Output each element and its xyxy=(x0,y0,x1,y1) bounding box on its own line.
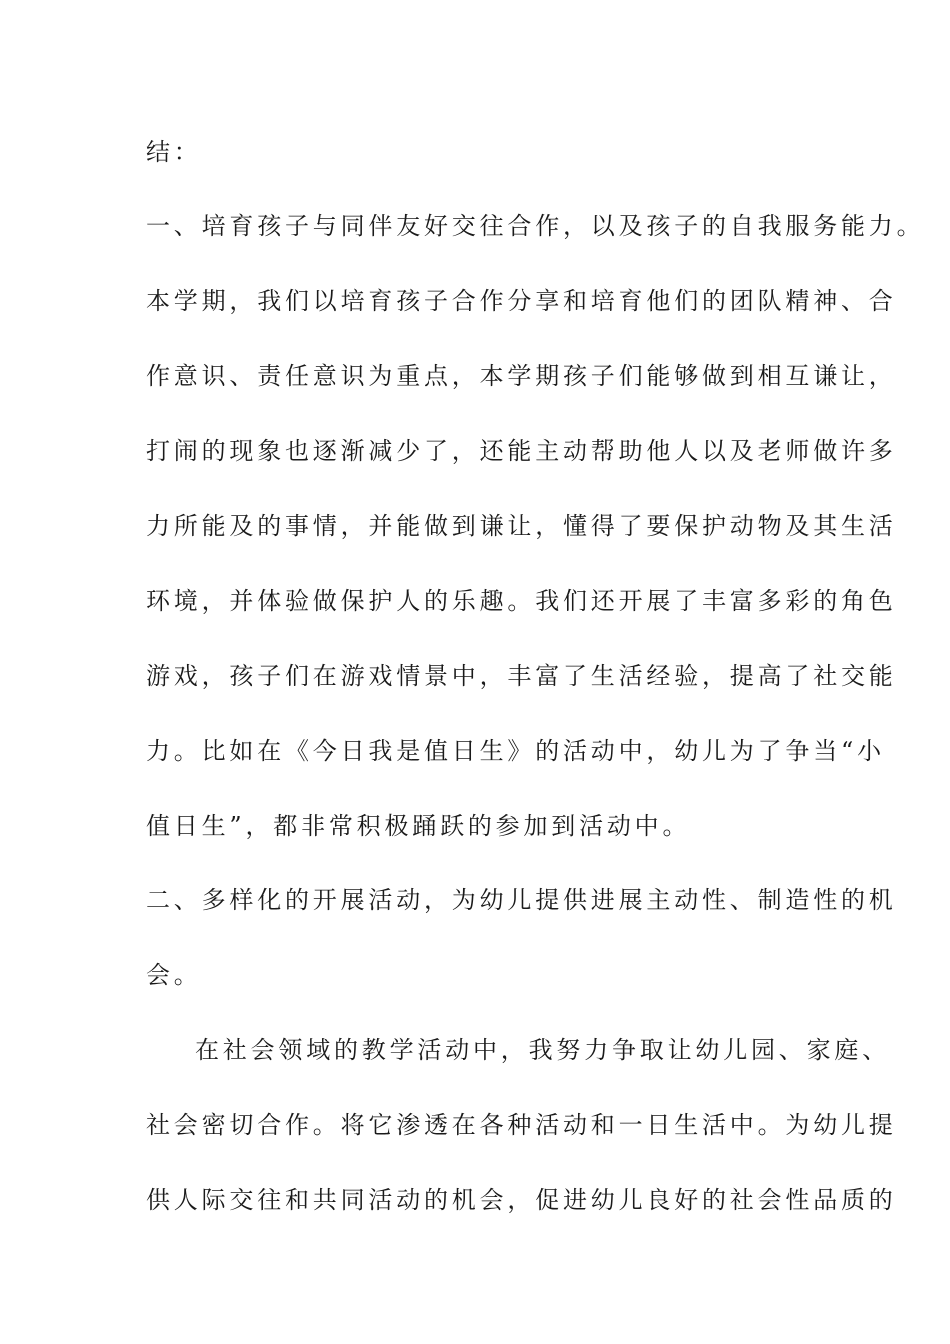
section-heading-2: 二、多样化的开展活动，为幼儿提供进展主动性、制造性的机 xyxy=(146,886,897,914)
text-line: 游戏，孩子们在游戏情景中，丰富了生活经验，提高了社交能 xyxy=(146,662,897,690)
text-line: 力所能及的事情，并能做到谦让，懂得了要保护动物及其生活 xyxy=(146,512,897,540)
section-heading-1: 一、培育孩子与同伴友好交往合作，以及孩子的自我服务能力。 xyxy=(146,212,925,240)
paragraph-start-line: 在社会领域的教学活动中，我努力争取让幼儿园、家庭、 xyxy=(195,1036,890,1064)
text-line: 作意识、责任意识为重点，本学期孩子们能够做到相互谦让， xyxy=(146,362,897,390)
text-line: 会。 xyxy=(146,961,202,989)
text-line: 社会密切合作。将它渗透在各种活动和一日生活中。为幼儿提 xyxy=(146,1111,897,1139)
text-line: 本学期，我们以培育孩子合作分享和培育他们的团队精神、合 xyxy=(146,287,897,315)
text-line: 环境，并体验做保护人的乐趣。我们还开展了丰富多彩的角色 xyxy=(146,587,897,615)
text-line: 打闹的现象也逐渐减少了，还能主动帮助他人以及老师做许多 xyxy=(146,437,897,465)
text-line: 结： xyxy=(146,138,202,166)
text-line: 供人际交往和共同活动的机会，促进幼儿良好的社会性品质的 xyxy=(146,1186,897,1214)
text-line: 值日生”，都非常积极踊跃的参加到活动中。 xyxy=(146,812,691,840)
text-line: 力。比如在《今日我是值日生》的活动中，幼儿为了争当“小 xyxy=(146,737,885,765)
